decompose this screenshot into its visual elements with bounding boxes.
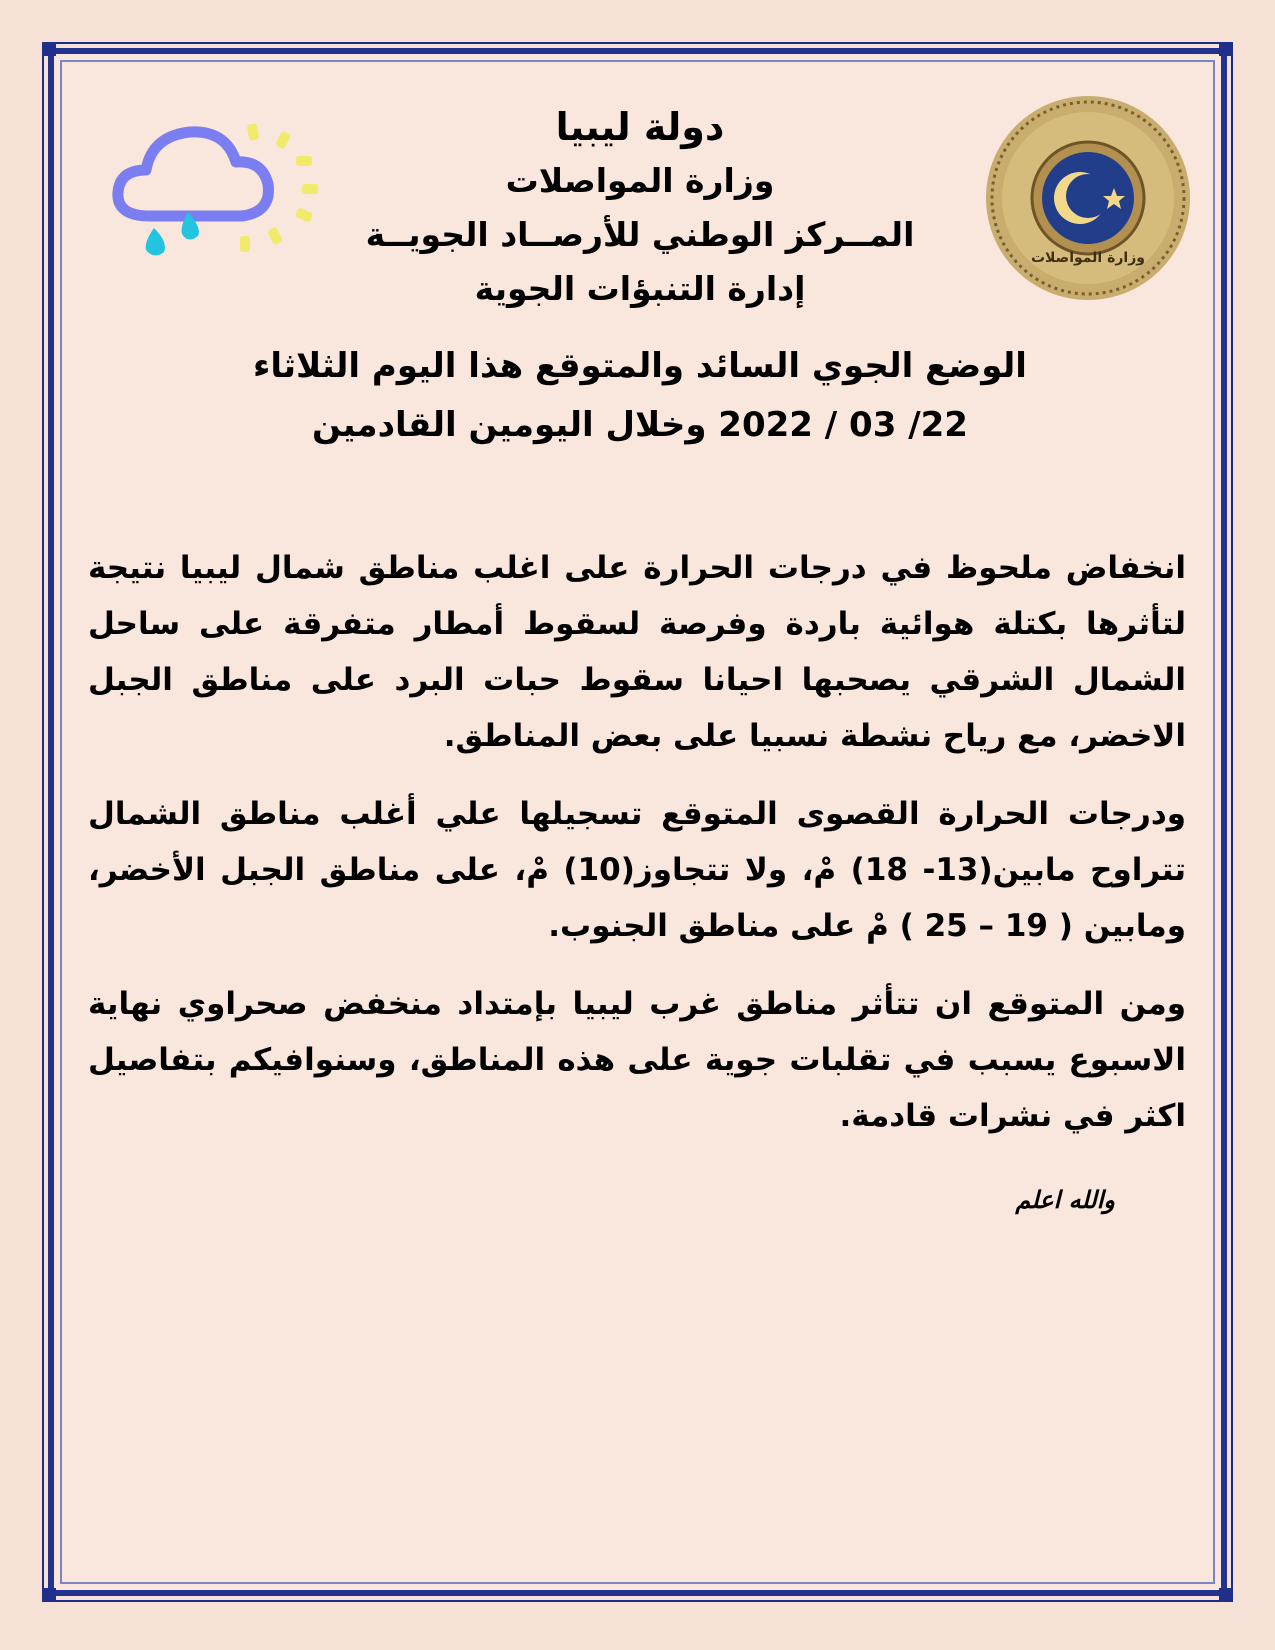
paragraph: ودرجات الحرارة القصوى المتوقع تسجيلها علي أغلب مناطق الشمال تتراوح مابين(13- 18) مْ، ولا تتجاوز(10) مْ، على مناطق الجبل الأخضر، ومابين ( 19 – 25 ) مْ على مناطق الجنوب. (88, 796, 1186, 944)
paragraph: انخفاض ملحوظ في درجات الحرارة على اغلب مناطق شمال ليبيا نتيجة لتأثرها بكتلة هوائية باردة وفرصة لسقوط أمطار متفرقة على ساحل الشمال الشرقي يصحبها احيانا سقوط حبات البرد على مناطق الجبل الاخضر، مع رياح نشطة نسبيا على بعض المناطق. (88, 550, 1186, 754)
corner-ornament (1219, 1588, 1233, 1602)
closing-phrase: والله اعلم (1015, 1186, 1115, 1214)
cloud-outline (118, 132, 269, 216)
corner-ornament (42, 42, 56, 56)
seal-text: وزارة المواصلات (1030, 250, 1146, 266)
ministry-seal (982, 92, 1194, 304)
corner-ornament (42, 1588, 56, 1602)
bulletin-body (88, 540, 1186, 1166)
bulletin-title (240, 338, 1040, 456)
department-name: إدارة التنبؤات الجوية (474, 269, 806, 308)
title-line-2: 22/ 03 / 2022 وخلال اليومين القادمين (312, 405, 968, 445)
letterhead (360, 100, 920, 316)
center-name: المــركز الوطني للأرصــاد الجويــة (365, 215, 915, 254)
title-line-1: الوضع الجوي السائد والمتوقع هذا اليوم الثلاثاء (253, 346, 1027, 386)
sun-rays (240, 123, 318, 252)
corner-ornament (1219, 42, 1233, 56)
paragraph: ومن المتوقع ان تتأثر مناطق غرب ليبيا بإمتداد منخفض صحراوي نهاية الاسبوع يسبب في تقلبات جوية على هذه المناطق، وسنوافيكم بتفاصيل اكثر في نشرات قادمة. (88, 986, 1186, 1134)
country-name: دولة ليبيا (555, 105, 725, 149)
cloud-rain-sun-icon (110, 118, 340, 268)
rain-drop (146, 228, 165, 256)
ministry-name: وزارة المواصلات (505, 161, 775, 200)
